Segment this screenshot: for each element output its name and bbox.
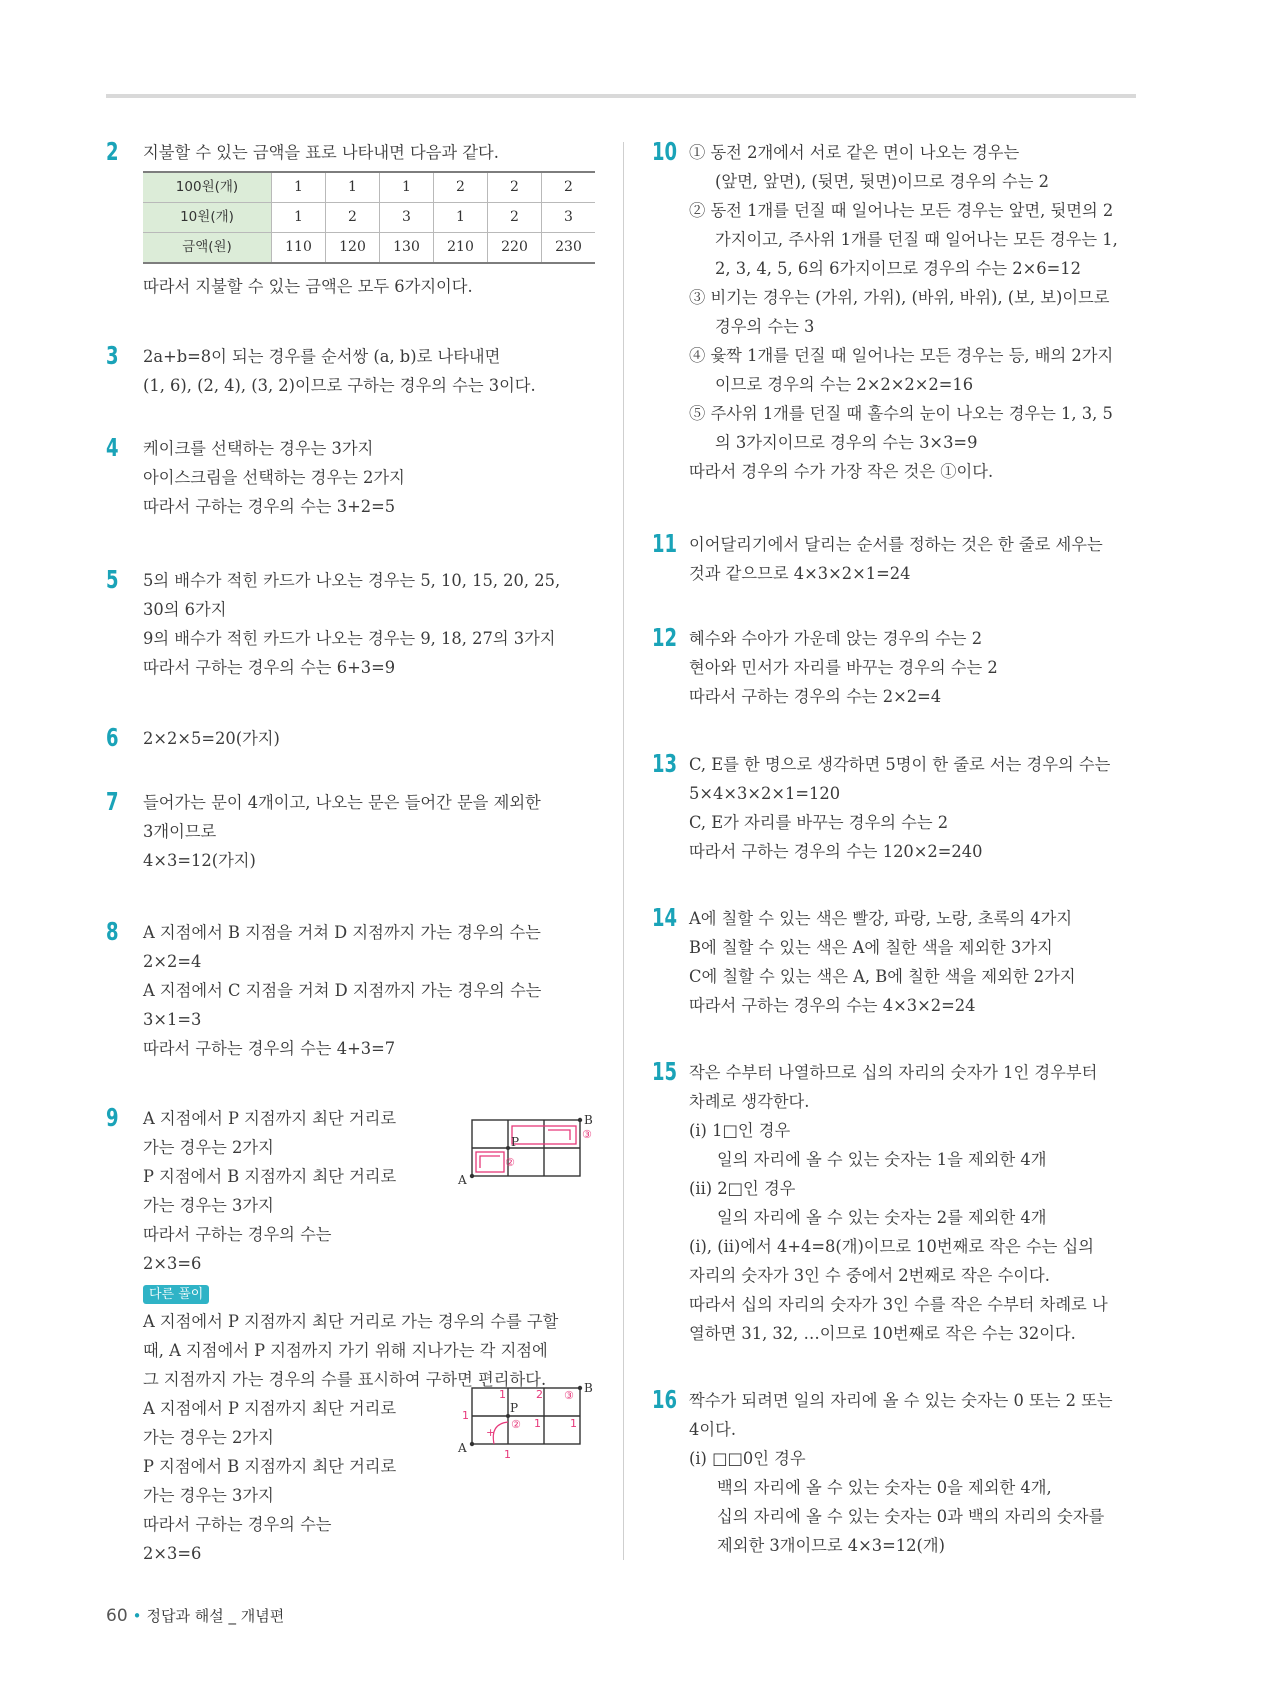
problem-line: P 지점에서 B 지점까지 최단 거리로 [143, 1457, 397, 1476]
problem-line: 따라서 구하는 경우의 수는 [143, 1515, 332, 1534]
problem-12 [652, 624, 1140, 711]
problem-number: 6 [106, 723, 119, 752]
count-label-circled: ② [511, 1418, 521, 1431]
problem-6 [106, 724, 598, 753]
count-label: 2 [536, 1388, 543, 1401]
problem-line: (앞면, 앞면), (뒷면, 뒷면)이므로 경우의 수는 2 [715, 172, 1049, 191]
problem-line: 따라서 구하는 경우의 수는 [143, 1225, 332, 1244]
payment-table [143, 171, 595, 264]
problem-line: 4이다. [689, 1420, 736, 1439]
problem-number: 16 [652, 1385, 678, 1414]
problem-line: ③ 비기는 경우는 (가위, 가위), (바위, 바위), (보, 보)이므로 [689, 288, 1110, 307]
problem-line: (ⅰ) 1□인 경우 [689, 1121, 791, 1140]
problem-number: 10 [652, 137, 678, 166]
alt-solution-badge: 다른 풀이 [143, 1285, 209, 1304]
problem-line: 따라서 구하는 경우의 수는 4×3×2=24 [689, 996, 976, 1015]
table-cell: 230 [542, 233, 596, 264]
table-row [143, 172, 595, 203]
problem-line: 따라서 구하는 경우의 수는 2×2=4 [689, 687, 942, 706]
problem-line: A 지점에서 P 지점까지 최단 거리로 [143, 1399, 397, 1418]
table-cell: 1 [434, 203, 488, 233]
problem-number: 14 [652, 903, 678, 932]
problem-line: 따라서 구하는 경우의 수는 3+2=5 [143, 497, 396, 516]
problem-line: P 지점에서 B 지점까지 최단 거리로 [143, 1167, 397, 1186]
problem-line: ⑤ 주사위 1개를 던질 때 홀수의 눈이 나오는 경우는 1, 3, 5 [689, 404, 1113, 423]
problem-line: 열하면 31, 32, …이므로 10번째로 작은 수는 32이다. [689, 1324, 1076, 1343]
table-cell: 1 [272, 203, 326, 233]
problem-line: 작은 수부터 나열하므로 십의 자리의 숫자가 1인 경우부터 [689, 1063, 1098, 1082]
problem-line: 일의 자리에 올 수 있는 숫자는 2를 제외한 4개 [717, 1208, 1047, 1227]
plus-sign: + [486, 1426, 496, 1439]
count-label: 1 [534, 1417, 541, 1430]
problem-number: 15 [652, 1057, 678, 1086]
problem-line: 가지이고, 주사위 1개를 던질 때 일어나는 모든 경우는 1, [715, 230, 1118, 249]
problem-number: 3 [106, 341, 119, 370]
problem-14 [652, 904, 1140, 1020]
problem-number: 9 [106, 1103, 119, 1132]
problem-3 [106, 342, 598, 400]
problem-line: 따라서 십의 자리의 숫자가 3인 수를 작은 수부터 차례로 나 [689, 1295, 1108, 1314]
problem-number: 5 [106, 565, 119, 594]
label-circled-3: ③ [582, 1128, 592, 1141]
problem-line: 이므로 경우의 수는 2×2×2×2=16 [715, 375, 974, 394]
problem-line: C, E를 한 명으로 생각하면 5명이 한 줄로 서는 경우의 수는 [689, 755, 1111, 774]
problem-line: ① 동전 2개에서 서로 같은 면이 나오는 경우는 [689, 143, 1020, 162]
problem-10 [652, 138, 1140, 486]
problem-line: 9의 배수가 적힌 카드가 나오는 경우는 9, 18, 27의 3가지 [143, 629, 556, 648]
count-label-circled: ③ [564, 1389, 574, 1402]
problem-line: (ⅱ) 2□인 경우 [689, 1179, 796, 1198]
problem-line: 때, A 지점에서 P 지점까지 가기 위해 지나가는 각 지점에 [143, 1341, 548, 1360]
problem-line: 경우의 수는 3 [715, 317, 815, 336]
problem-line: 십의 자리에 올 수 있는 숫자는 0과 백의 자리의 숫자를 [717, 1507, 1105, 1526]
table-cell: 120 [326, 233, 380, 264]
count-label: 1 [499, 1388, 506, 1401]
table-row [143, 203, 595, 233]
problem-11 [652, 530, 1140, 588]
problem-line: 2, 3, 4, 5, 6의 6가지이므로 경우의 수는 2×6=12 [715, 259, 1081, 278]
problem-line: 현아와 민서가 자리를 바꾸는 경우의 수는 2 [689, 658, 998, 677]
count-label: 1 [504, 1448, 511, 1461]
problem-line: A 지점에서 B 지점을 거쳐 D 지점까지 가는 경우의 수는 [143, 923, 541, 942]
label-a: A [458, 1173, 467, 1187]
problem-line: A에 칠할 수 있는 색은 빨강, 파랑, 노랑, 초록의 4가지 [689, 909, 1073, 928]
table-cell: 1 [380, 172, 434, 203]
label-p: P [510, 1401, 519, 1415]
problem-line: (1, 6), (2, 4), (3, 2)이므로 구하는 경우의 수는 3이다. [143, 376, 536, 395]
table-row [143, 233, 595, 264]
problem-line: 가는 경우는 2가지 [143, 1428, 274, 1447]
problem-8 [106, 918, 598, 1063]
problem-line: B에 칠할 수 있는 색은 A에 칠한 색을 제외한 3가지 [689, 938, 1053, 957]
problem-line: 2a+b=8이 되는 경우를 순서쌍 (a, b)로 나타내면 [143, 347, 501, 366]
problem-2 [106, 138, 598, 301]
column-divider [623, 142, 624, 1560]
point-b [578, 1386, 582, 1390]
label-a: A [458, 1441, 467, 1455]
problem-line: A 지점에서 P 지점까지 최단 거리로 가는 경우의 수를 구할 [143, 1312, 559, 1331]
grid-path-figure-2 [450, 1382, 598, 1462]
problem-number: 8 [106, 917, 119, 946]
table-cell: 210 [434, 233, 488, 264]
problem-line: 이어달리기에서 달리는 순서를 정하는 것은 한 줄로 세우는 [689, 535, 1103, 554]
label-p: P [511, 1135, 520, 1149]
problem-7 [106, 788, 598, 875]
problem-line: 가는 경우는 3가지 [143, 1486, 274, 1505]
point-a [470, 1174, 474, 1178]
problem-line: 차례로 생각한다. [689, 1092, 810, 1111]
problem-5 [106, 566, 598, 682]
problem-line: 들어가는 문이 4개이고, 나오는 문은 들어간 문을 제외한 [143, 793, 541, 812]
problem-line: 제외한 3개이므로 4×3=12(개) [717, 1536, 945, 1555]
problem-4 [106, 434, 598, 521]
point-a [470, 1442, 474, 1446]
problem-line: 따라서 구하는 경우의 수는 4+3=7 [143, 1039, 396, 1058]
footer-title: 정답과 해설 _ 개념편 [146, 1607, 285, 1625]
problem-line: 가는 경우는 2가지 [143, 1138, 274, 1157]
problem-line: 5×4×3×2×1=120 [689, 784, 841, 803]
problem-16 [652, 1386, 1140, 1560]
problem-line: (ⅰ) □□0인 경우 [689, 1449, 806, 1468]
table-cell: 110 [272, 233, 326, 264]
problem-number: 2 [106, 137, 119, 166]
problem-number: 13 [652, 749, 678, 778]
problem-line: 자리의 숫자가 3인 수 중에서 2번째로 작은 수이다. [689, 1266, 1050, 1285]
problem-line: 3개이므로 [143, 822, 217, 841]
table-header: 100원(개) [143, 172, 272, 203]
problem-line: C, E가 자리를 바꾸는 경우의 수는 2 [689, 813, 949, 832]
grid-path-figure-1 [450, 1114, 598, 1188]
problem-text: 지불할 수 있는 금액을 표로 나타내면 다음과 같다. [143, 143, 499, 162]
problem-line: C에 칠할 수 있는 색은 A, B에 칠한 색을 제외한 2가지 [689, 967, 1076, 986]
table-cell: 3 [380, 203, 434, 233]
table-cell: 1 [272, 172, 326, 203]
problem-line: 2×2=4 [143, 952, 202, 971]
problem-line: 아이스크림을 선택하는 경우는 2가지 [143, 468, 405, 487]
bullet-icon: • [132, 1607, 142, 1625]
problem-line: 일의 자리에 올 수 있는 숫자는 1을 제외한 4개 [717, 1150, 1047, 1169]
problem-line: 따라서 구하는 경우의 수는 6+3=9 [143, 658, 396, 677]
label-b: B [584, 1114, 593, 1127]
problem-line: 5의 배수가 적힌 카드가 나오는 경우는 5, 10, 15, 20, 25, [143, 571, 561, 590]
problem-line: 혜수와 수아가 가운데 앉는 경우의 수는 2 [689, 629, 983, 648]
table-cell: 130 [380, 233, 434, 264]
table-cell: 220 [488, 233, 542, 264]
table-header: 금액(원) [143, 233, 272, 264]
label-b: B [584, 1382, 593, 1395]
table-cell: 2 [488, 203, 542, 233]
table-header: 10원(개) [143, 203, 272, 233]
table-cell: 3 [542, 203, 596, 233]
problem-number: 7 [106, 787, 119, 816]
problem-number: 11 [652, 529, 678, 558]
problem-line: 따라서 경우의 수가 가장 작은 것은 ①이다. [689, 462, 994, 481]
problem-line: 짝수가 되려면 일의 자리에 올 수 있는 숫자는 0 또는 2 또는 [689, 1391, 1113, 1410]
problem-13 [652, 750, 1140, 866]
problem-line: 4×3=12(가지) [143, 851, 256, 870]
problem-line: 3×1=3 [143, 1010, 202, 1029]
table-cell: 2 [434, 172, 488, 203]
problem-text: 따라서 지불할 수 있는 금액은 모두 6가지이다. [143, 277, 473, 296]
problem-line: ② 동전 1개를 던질 때 일어나는 모든 경우는 앞면, 뒷면의 2 [689, 201, 1114, 220]
problem-line: (ⅰ), (ⅱ)에서 4+4=8(개)이므로 10번째로 작은 수는 십의 [689, 1237, 1094, 1256]
point-b [578, 1118, 582, 1122]
page-number: 60 [106, 1606, 128, 1626]
problem-line: 2×2×5=20(가지) [143, 729, 280, 748]
problem-line: ④ 윷짝 1개를 던질 때 일어나는 모든 경우는 등, 배의 2가지 [689, 346, 1114, 365]
page-footer [106, 1605, 284, 1626]
problem-line: 의 3가지이므로 경우의 수는 3×3=9 [715, 433, 978, 452]
count-label: 1 [570, 1417, 577, 1430]
problem-line: 케이크를 선택하는 경우는 3가지 [143, 439, 374, 458]
problem-number: 12 [652, 623, 678, 652]
table-cell: 2 [326, 203, 380, 233]
table-cell: 2 [488, 172, 542, 203]
label-circled-2: ② [505, 1156, 515, 1169]
problem-line: 2×3=6 [143, 1254, 202, 1273]
problem-9 [106, 1104, 598, 1568]
problem-line: 가는 경우는 3가지 [143, 1196, 274, 1215]
problem-line: 2×3=6 [143, 1544, 202, 1563]
count-label: 1 [462, 1409, 469, 1422]
problem-line: A 지점에서 C 지점을 거쳐 D 지점까지 가는 경우의 수는 [143, 981, 542, 1000]
problem-line: 30의 6가지 [143, 600, 227, 619]
problem-number: 4 [106, 433, 119, 462]
problem-line: 그 지점까지 가는 경우의 수를 표시하여 구하면 편리하다. [143, 1370, 547, 1389]
table-cell: 2 [542, 172, 596, 203]
problem-line: A 지점에서 P 지점까지 최단 거리로 [143, 1109, 397, 1128]
top-rule [106, 94, 1136, 98]
problem-line: 것과 같으므로 4×3×2×1=24 [689, 564, 911, 583]
table-cell: 1 [326, 172, 380, 203]
problem-line: 백의 자리에 올 수 있는 숫자는 0을 제외한 4개, [717, 1478, 1052, 1497]
problem-line: 따라서 구하는 경우의 수는 120×2=240 [689, 842, 983, 861]
problem-15 [652, 1058, 1140, 1348]
